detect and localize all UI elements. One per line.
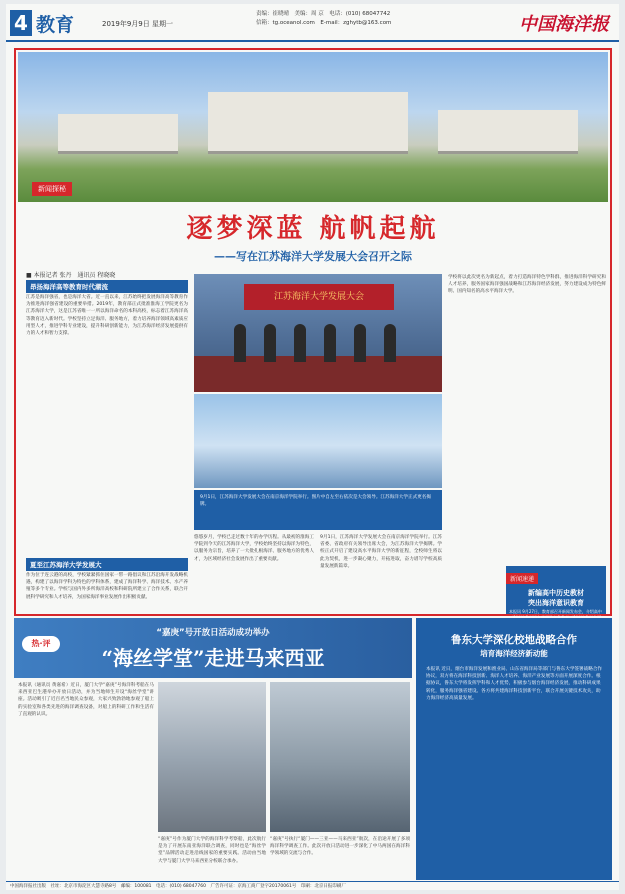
article-kicker: “嘉庚”号开放日活动成功举办 <box>156 628 270 638</box>
building <box>58 114 178 154</box>
building <box>208 92 408 154</box>
stage-banner: 江苏海洋大学发展大会 <box>244 284 394 310</box>
editors-line-1: 责编：崔晓晴 美编：周 京 电话：(010) 68047742 <box>256 11 391 17</box>
article-subheadline: 培育海洋经济新动能 <box>480 649 548 658</box>
ceremony-photo <box>194 274 442 392</box>
stage <box>194 356 442 392</box>
section-head: 夏至江苏海洋大学发展大 <box>26 558 188 571</box>
photo-caption: 9月1日，江苏海洋大学发展大会在南京海洋学院举行。图片中自左至右依次是大会领导。江苏海洋大学正式更名揭牌。 <box>194 490 442 530</box>
person <box>264 324 276 362</box>
news-tag: 新闻速递 <box>506 573 538 584</box>
article-column: 学校将以此次更名为新起点，着力打造海洋特色学科群，推进海洋科学研究和人才培养，服务国家海洋强国战略和江苏海洋经济发展，努力建设成为特色鲜明、国内知名的高水平海洋大学。 <box>448 275 606 295</box>
article-column: 作为位于连云港的高校，学校紧紧抓住国家一带一路倡议和江苏沿海开发战略机遇，构建了以海洋学科为特色的学科体系，建成了海洋科学、海洋技术、水产养殖等多个专业。学校与国内外多所海洋高校和科研院所建立了合作关系，联合开展科学研究和人才培养，为国家海洋事业发展作出积极贡献。 <box>26 573 188 600</box>
building <box>438 110 578 154</box>
bottom-left-header <box>14 618 412 678</box>
article-column: 本报讯（通讯员 黄嘉希）近日，厦门大学“嘉庚”号海洋科考船在马来西亚巴生港举办开放日活动，并为当地师生开设“海丝学堂”讲座。活动吸引了近百名当地民众参观，大家兴致勃勃地参观了船上的实验室和各类先进的海洋调查设备，对船上的科研工作和生活有了直观的认识。 <box>18 683 154 717</box>
article-column: 江苏是海洋强省，也是海洋大省。近一直以来，江苏始终把发展海洋高等教育作为推进海洋强省建设的重要举措。2019年，教育部正式批准淮海工学院更名为江苏海洋大学，这是江苏省唯一一所以海洋命名的本科高校，标志着江苏海洋高等教育迈入新时代。学校坚持立足海洋、服务地方，着力培养海洋领域高素质应用型人才，推进学科专业建设，提升科研创新能力，为江苏海洋经济发展提供有力的人才和智力支撑。 <box>26 295 188 337</box>
review-tag: 热·评 <box>22 636 60 652</box>
newspaper-page <box>6 4 619 890</box>
feature-article <box>14 48 612 616</box>
section-head: 昂扬海洋高等教育时代潮流 <box>26 280 188 293</box>
article-column: “嘉庚”号执行“厦门——三亚——马来西亚”航次，在沿途开展了多项海洋科学调查工作。此次开放日活动进一步深化了中马两国在海洋科学领域的交流与合作。 <box>270 837 410 857</box>
bottom-right-article <box>416 618 612 880</box>
editors-line-2: 信箱：tg.oceanol.com E-mail：zghytb@163.com <box>256 20 392 26</box>
feature-title: 逐梦深蓝 航帆起航 <box>186 214 440 244</box>
person <box>354 324 366 362</box>
newspaper-logo: 中国海洋报 <box>519 14 609 35</box>
article-column: “嘉庚”号作为厦门大学的海洋科学考察船，此次航行是为了开展东南亚海洋联合调查，同时也是“海丝学堂”品牌活动走进沿线国家的重要实践。活动由当地大学与厦门大学马来西亚分校联合承办。 <box>158 837 266 864</box>
masthead <box>6 4 619 42</box>
issue-date: 2019年9月9日 星期一 <box>102 20 173 28</box>
news-title-2: 突出海洋意识教育 <box>528 599 584 607</box>
person <box>234 324 246 362</box>
feature-subtitle: ——写在江苏海洋大学发展大会召开之际 <box>214 250 412 263</box>
feature-tag: 新闻探秘 <box>32 182 72 196</box>
page-footer: 中国海洋报社出版 社址：北京市海淀区大慧寺路8号 邮编：100081 电话：(010) 68047760 广告许可证：京海工商广登字20170061号 印刷：北京日报印刷厂 <box>6 881 619 890</box>
article-column: 9月1日，江苏海洋大学发展大会在南京海洋学院举行。江苏省委、省政府有关领导出席大会，为江苏海洋大学揭牌。学校正式开启了建设高水平海洋大学的新征程，全校师生将以此为契机，进一步凝心聚力，开拓进取，奋力谱写学校高质量发展新篇章。 <box>320 535 442 569</box>
article-column: 悠悠岁月，学校已走过数十年的办学历程。从最初的淮海工学院到今天的江苏海洋大学，学校始终坚持以海洋为特色，以服务为宗旨，培养了一大批扎根海洋、服务地方的优秀人才，为区域经济社会发展作出了重要贡献。 <box>194 535 314 562</box>
section-title: 教育 <box>36 14 75 36</box>
person <box>384 324 396 362</box>
news-text: 本报讯 9月27日，教育部召开新闻发布会，介绍高中 <box>509 609 602 614</box>
news-title-1: 新编高中历史教材 <box>528 589 584 597</box>
article-headline: “海丝学堂”走进马来西亚 <box>101 646 325 670</box>
ship-photo <box>194 394 442 488</box>
bottom-left-article <box>14 618 412 880</box>
page-number: 4 <box>10 10 32 36</box>
person <box>294 324 306 362</box>
news-brief <box>506 566 606 614</box>
tour-photo <box>270 682 410 832</box>
campus-photo <box>18 52 608 202</box>
classroom-photo <box>158 682 266 832</box>
editors-info <box>256 10 426 28</box>
article-headline: 鲁东大学深化校地战略合作 <box>451 634 577 646</box>
byline: ■ 本报记者 张丹 通讯员 程晓晓 <box>26 272 116 279</box>
person <box>324 324 336 362</box>
article-body: 本报讯 近日，烟台市海洋发展和渔业局、山东省海洋局等部门与鲁东大学签署战略合作协议，双方将在海洋科技创新、海洋人才培养、海洋产业发展等方面开展深度合作。根据协议，鲁东大学将发挥学科和人才优势，积极参与烟台海洋经济发展，推动科研成果转化，服务海洋强省建设。各方将共建海洋科技创新平台，联合开展关键技术攻关，助力海洋经济高质量发展。 <box>426 667 603 701</box>
